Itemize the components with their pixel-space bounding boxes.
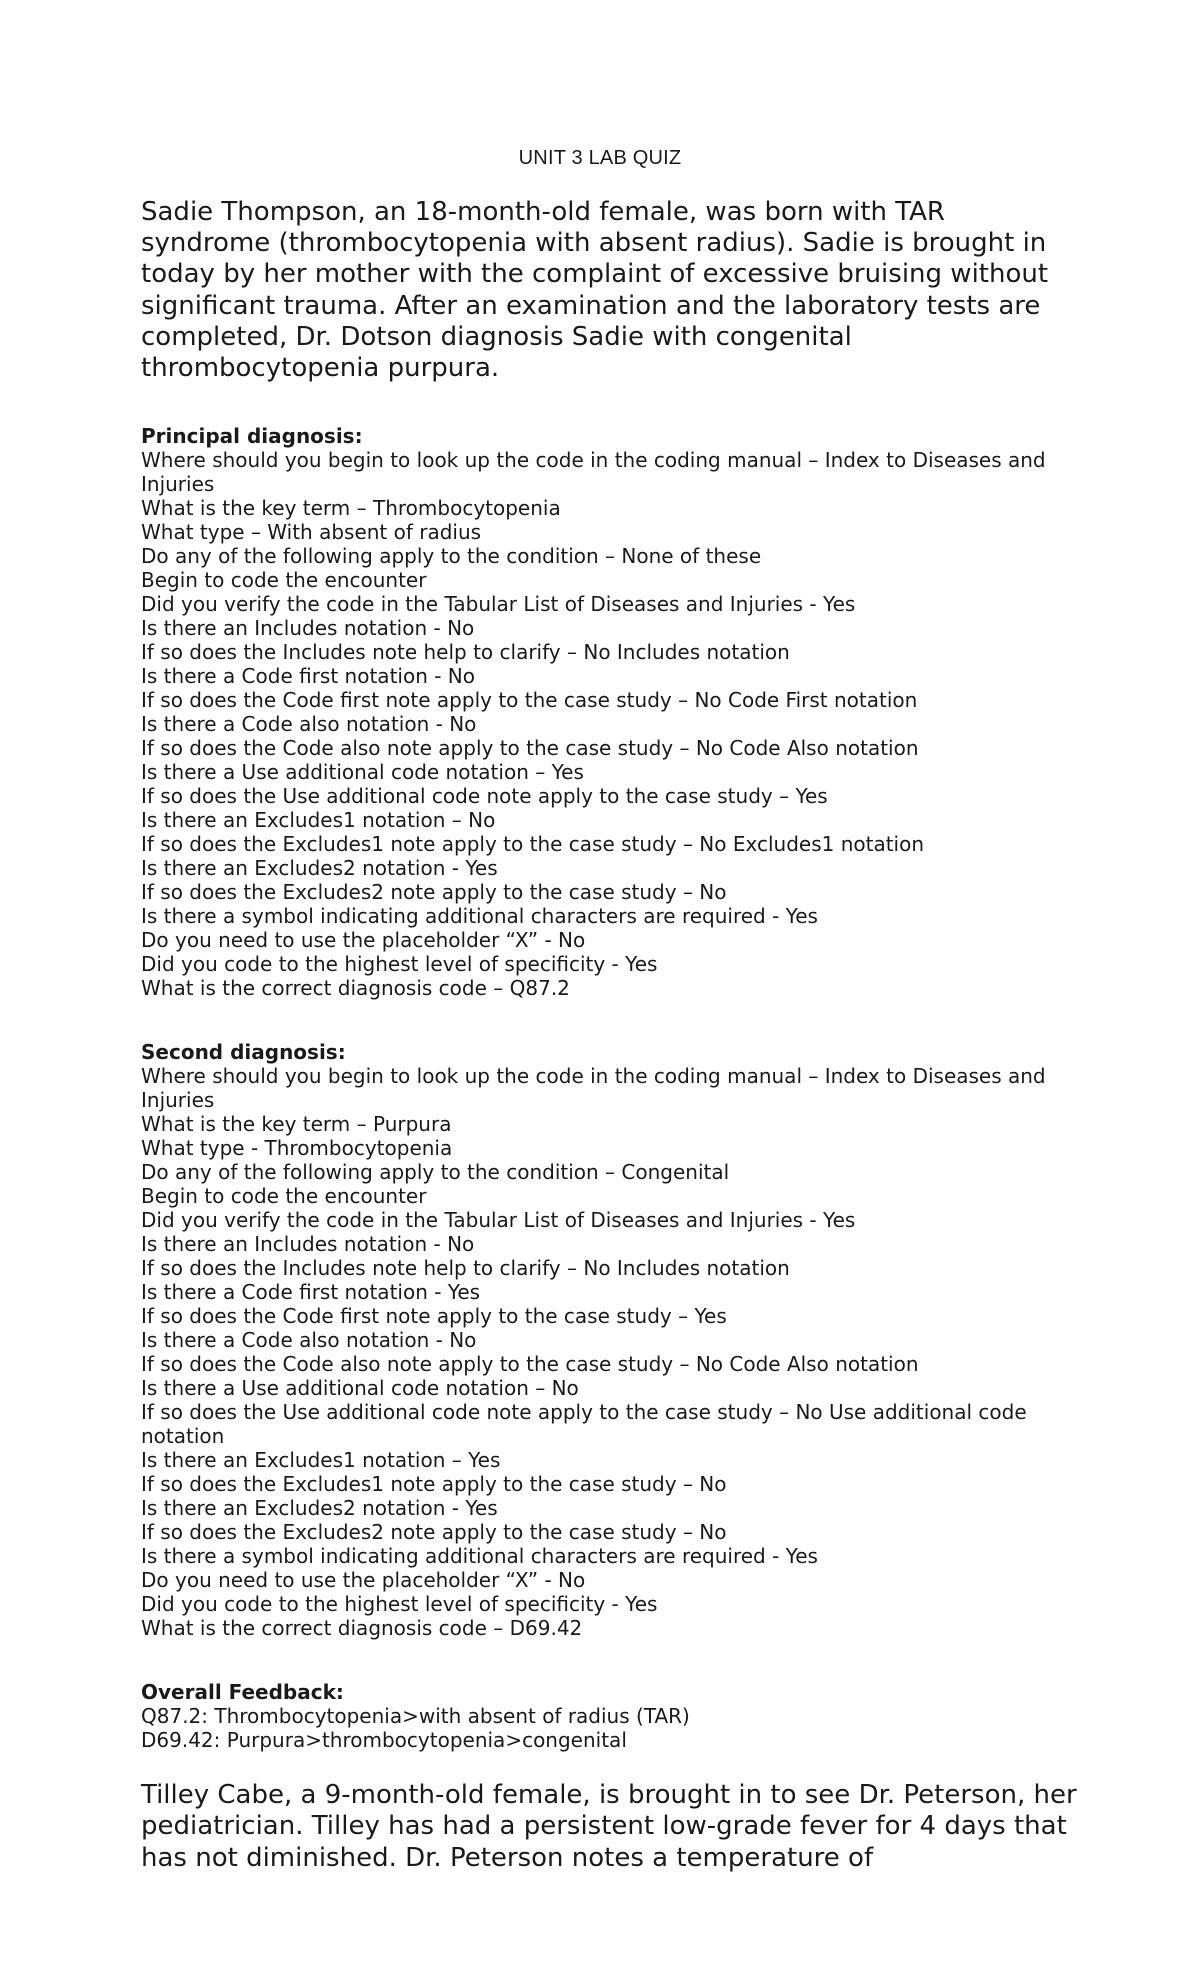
- principal-line: Is there a Use additional code notation – Yes: [141, 760, 584, 785]
- document-body: [141, 197, 1081, 1874]
- principal-line: Did you code to the highest level of specificity - Yes: [141, 952, 658, 977]
- principal-line: Is there a symbol indicating additional characters are required - Yes: [141, 904, 818, 929]
- feedback-line: D69.42: Purpura>thrombocytopenia>congenital: [141, 1728, 627, 1753]
- second-line: If so does the Excludes2 note apply to the case study – No: [141, 1520, 727, 1545]
- second-line: Do any of the following apply to the condition – Congenital: [141, 1160, 730, 1185]
- principal-line: Do any of the following apply to the condition – None of these: [141, 544, 762, 569]
- second-line: Is there a Use additional code notation – No: [141, 1376, 579, 1401]
- second-line: Begin to code the encounter: [141, 1184, 427, 1209]
- second-line: If so does the Use additional code note apply to the case study – No Use additional code notation: [141, 1400, 1027, 1449]
- second-line: Is there a Code first notation - Yes: [141, 1280, 481, 1305]
- principal-diagnosis-heading: Principal diagnosis:: [141, 424, 363, 449]
- principal-diagnosis-code: What is the correct diagnosis code – Q87.2: [141, 976, 570, 1001]
- second-line: Is there an Excludes1 notation – Yes: [141, 1448, 501, 1473]
- second-line: Did you verify the code in the Tabular List of Diseases and Injuries - Yes: [141, 1208, 856, 1233]
- principal-diagnosis-section: [141, 424, 1081, 1000]
- second-line: If so does the Includes note help to clarify – No Includes notation: [141, 1256, 790, 1281]
- second-line: If so does the Excludes1 note apply to the case study – No: [141, 1472, 727, 1497]
- second-line: Do you need to use the placeholder “X” - No: [141, 1568, 586, 1593]
- second-line: Is there a symbol indicating additional characters are required - Yes: [141, 1544, 818, 1569]
- second-line: Is there an Includes notation - No: [141, 1232, 475, 1257]
- second-line: Is there an Excludes2 notation - Yes: [141, 1496, 498, 1521]
- principal-line: Do you need to use the placeholder “X” - No: [141, 928, 586, 953]
- second-line: If so does the Code also note apply to the case study – No Code Also notation: [141, 1352, 919, 1377]
- principal-line: If so does the Excludes1 note apply to the case study – No Excludes1 notation: [141, 832, 925, 857]
- principal-line: If so does the Code first note apply to the case study – No Code First notation: [141, 688, 918, 713]
- second-line: If so does the Code first note apply to the case study – Yes: [141, 1304, 727, 1329]
- principal-line: If so does the Includes note help to clarify – No Includes notation: [141, 640, 790, 665]
- second-diagnosis-section: [141, 1040, 1081, 1640]
- principal-line: Where should you begin to look up the code in the coding manual – Index to Diseases and Injuries: [141, 448, 1046, 497]
- principal-line: Is there an Includes notation - No: [141, 616, 475, 641]
- principal-line: Is there an Excludes1 notation – No: [141, 808, 496, 833]
- case2-intro: Tilley Cabe, a 9-month-old female, is brought in to see Dr. Peterson, her pediatrician. Tilley has had a persistent low-grade fever for 4 days that has not diminished. Dr. Peterson notes a temperature of: [141, 1780, 1077, 1873]
- second-diagnosis-heading: Second diagnosis:: [141, 1040, 346, 1065]
- overall-feedback-section: [141, 1680, 1081, 1752]
- feedback-line: Q87.2: Thrombocytopenia>with absent of radius (TAR): [141, 1704, 690, 1729]
- document-title: UNIT 3 LAB QUIZ: [518, 147, 682, 169]
- case1-intro: Sadie Thompson, an 18-month-old female, was born with TAR syndrome (thrombocytopenia with absent radius). Sadie is brought in today by her mother with the complaint of excessive bruising without significant trauma. After an examination and the laboratory tests are completed, Dr. Dotson diagnosis Sadie with congenital thrombocytopenia purpura.: [141, 197, 1049, 384]
- principal-line: Is there a Code also notation - No: [141, 712, 477, 737]
- principal-line: What type – With absent of radius: [141, 520, 482, 545]
- second-diagnosis-code: What is the correct diagnosis code – D69.42: [141, 1616, 583, 1641]
- principal-line: If so does the Code also note apply to the case study – No Code Also notation: [141, 736, 919, 761]
- second-line: What is the key term – Purpura: [141, 1112, 452, 1137]
- principal-line: Did you verify the code in the Tabular List of Diseases and Injuries - Yes: [141, 592, 856, 617]
- principal-line: What is the key term – Thrombocytopenia: [141, 496, 561, 521]
- principal-line: If so does the Use additional code note apply to the case study – Yes: [141, 784, 828, 809]
- principal-line: If so does the Excludes2 note apply to the case study – No: [141, 880, 727, 905]
- principal-line: Is there an Excludes2 notation - Yes: [141, 856, 498, 881]
- second-line: Where should you begin to look up the code in the coding manual – Index to Diseases and Injuries: [141, 1064, 1046, 1113]
- overall-feedback-heading: Overall Feedback:: [141, 1680, 344, 1705]
- principal-line: Is there a Code first notation - No: [141, 664, 476, 689]
- second-line: What type - Thrombocytopenia: [141, 1136, 453, 1161]
- second-line: Did you code to the highest level of specificity - Yes: [141, 1592, 658, 1617]
- second-line: Is there a Code also notation - No: [141, 1328, 477, 1353]
- principal-line: Begin to code the encounter: [141, 568, 427, 593]
